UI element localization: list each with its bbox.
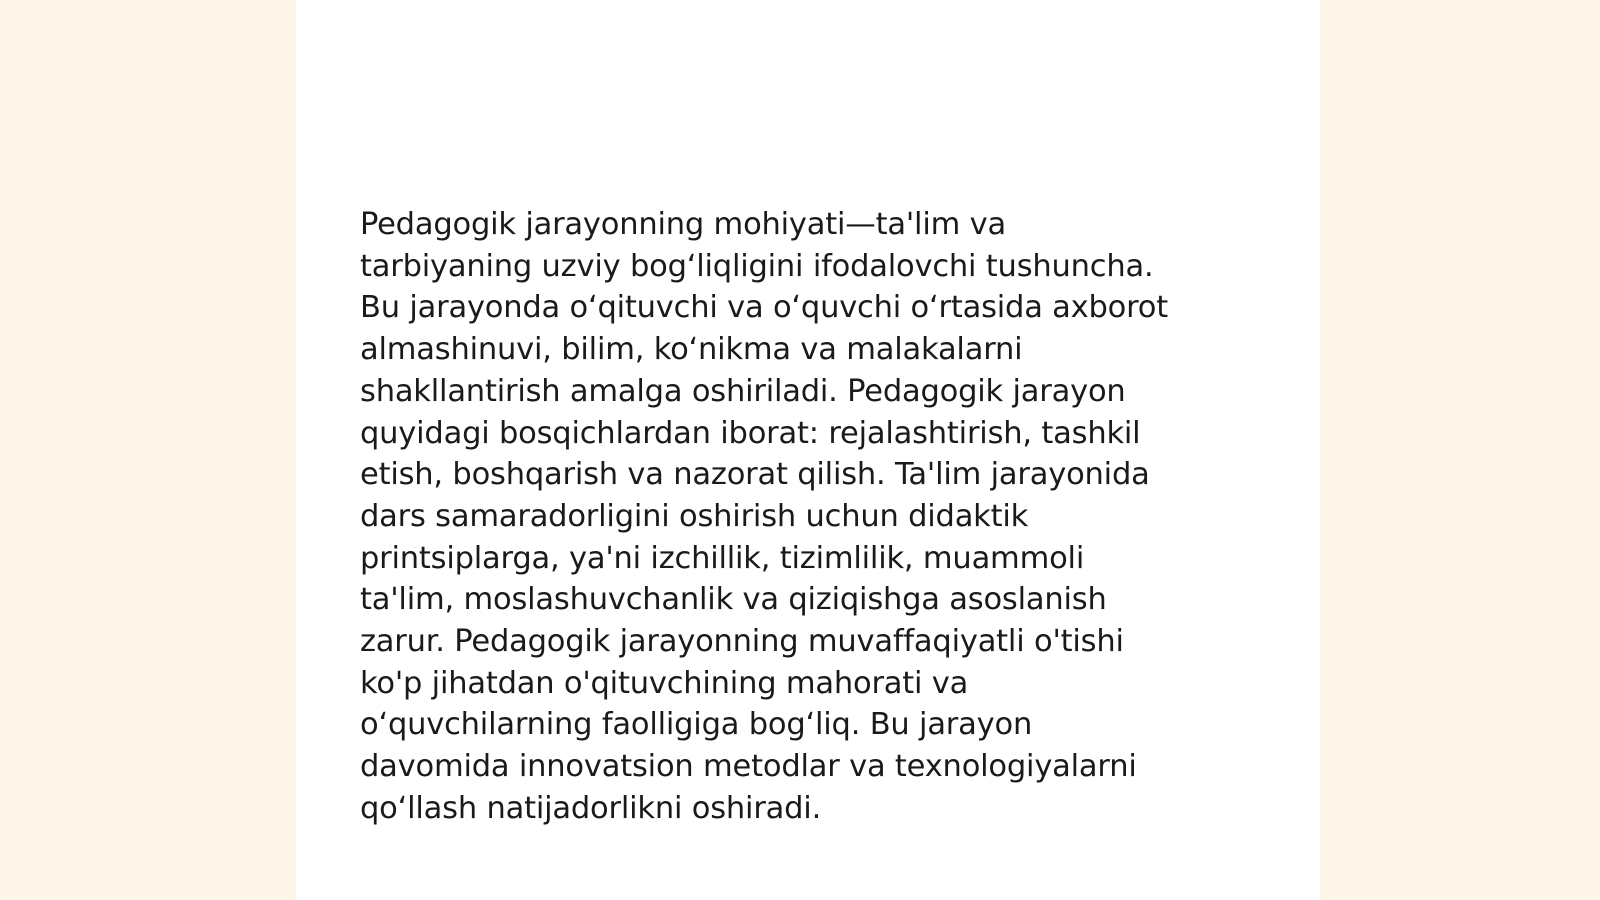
paragraph-line: o‘quvchilarning faolligiga bog‘liq. Bu jarayon <box>360 707 1033 743</box>
paragraph-line: ko'p jihatdan o'qituvchining mahorati va <box>360 665 969 701</box>
paragraph-line: almashinuvi, bilim, ko‘nikma va malakalarni <box>360 332 1023 368</box>
paragraph-line: qo‘llash natijadorlikni oshiradi. <box>360 790 822 826</box>
paragraph-line: dars samaradorligini oshirish uchun didaktik <box>360 498 1029 534</box>
paragraph-line: Pedagogik jarayonning mohiyati—ta'lim va <box>360 207 1006 242</box>
document-page <box>296 0 1320 900</box>
body-paragraph <box>360 204 1240 830</box>
paragraph-line: Bu jarayonda o‘qituvchi va o‘quvchi o‘rtasida axborot <box>360 290 1169 326</box>
paragraph-line: quyidagi bosqichlardan iborat: rejalashtirish, tashkil <box>360 415 1141 451</box>
paragraph-line: shakllantirish amalga oshiriladi. Pedagogik jarayon <box>360 373 1126 409</box>
paragraph-line: printsiplarga, ya'ni izchillik, tizimlilik, muammoli <box>360 540 1085 576</box>
paragraph-line: zarur. Pedagogik jarayonning muvaffaqiyatli o'tishi <box>360 624 1124 660</box>
paragraph-line: etish, boshqarish va nazorat qilish. Ta'lim jarayonida <box>360 457 1150 493</box>
paragraph-line: tarbiyaning uzviy bog‘liqligini ifodalovchi tushuncha. <box>360 248 1154 284</box>
paragraph-line: ta'lim, moslashuvchanlik va qiziqishga asoslanish <box>360 582 1107 618</box>
paragraph-line: davomida innovatsion metodlar va texnologiyalarni <box>360 749 1137 785</box>
